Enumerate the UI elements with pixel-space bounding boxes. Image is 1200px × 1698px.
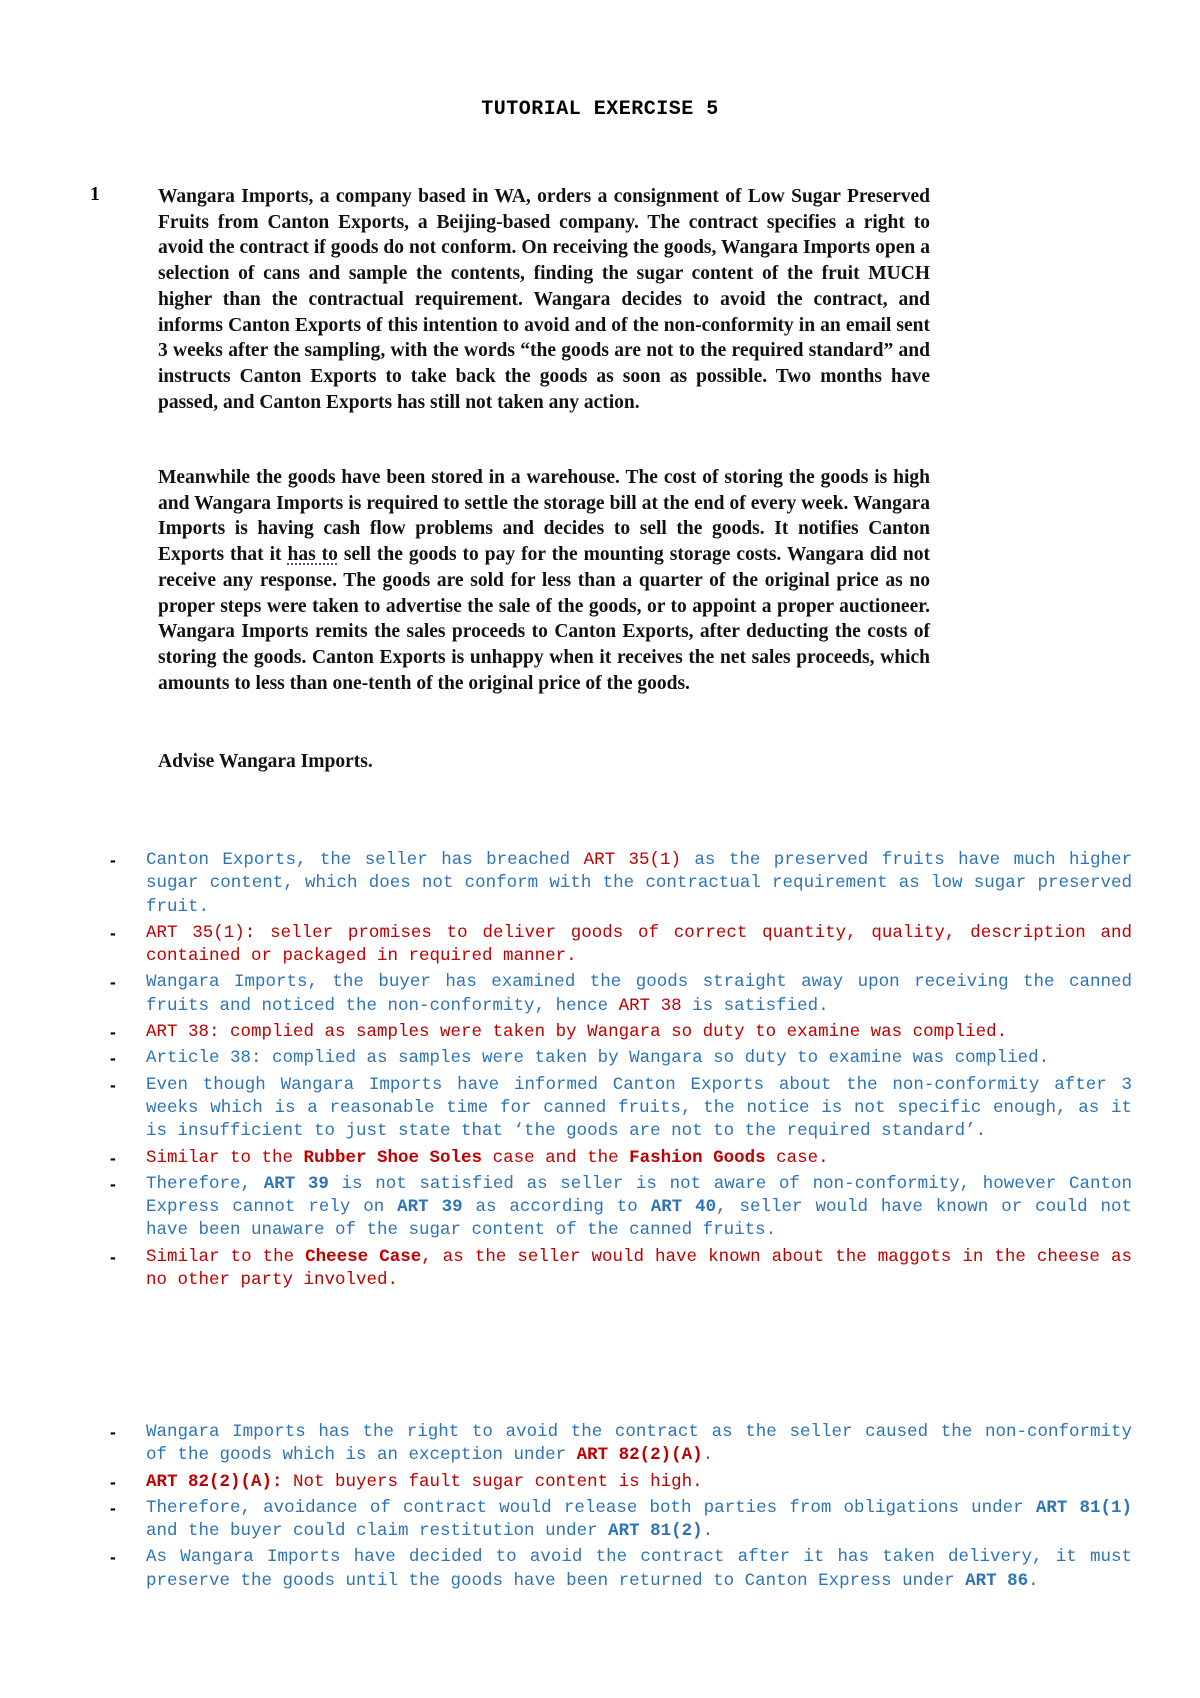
article-reference: ART 40 [650,1197,717,1218]
answer-text: Similar to the [146,1246,306,1267]
answer-text: Therefore, [146,1173,264,1194]
dash-bullet-icon: - [110,922,116,943]
dash-bullet-icon: - [110,1173,116,1194]
list-item [110,1173,1132,1243]
answer-text: Not buyers fault sugar content is high. [282,1471,703,1492]
dash-bullet-icon: - [110,1022,116,1043]
article-reference: ART 39 [397,1197,463,1218]
article-reference: ART 81(2) [608,1521,703,1542]
list-item [110,1074,1132,1144]
answer-text: is not satisfied as seller is not aware of non-conformity, however Canton Express cannot rely on [146,1173,1132,1218]
dash-bullet-icon: - [110,1422,116,1442]
list-item [110,1421,1132,1468]
list-item [110,1246,1132,1293]
answer-text: as according to [462,1197,651,1218]
article-reference: ART 38 [618,995,682,1016]
article-reference: ART 82(2)(A) [576,1445,703,1466]
list-item [110,849,1132,919]
list-item [110,1497,1132,1544]
grammar-flagged-text: has to [287,544,338,566]
dash-bullet-icon: - [110,1048,116,1069]
answer-text: . [702,1521,714,1542]
list-item [110,1021,1132,1044]
question-instruction: Advise Wangara Imports. [158,751,373,772]
answer-text: As Wangara Imports have decided to avoid the contract after it has taken delivery, it must preserve the goods until the goods have been returned to Canton Express under [146,1547,1132,1591]
answer-text: and the buyer could claim restitution under [146,1521,609,1542]
answer-text: ART 38: complied as samples were taken by Wangara so duty to examine was complied. [146,1022,1008,1043]
dash-bullet-icon: - [110,1547,116,1568]
question-number: 1 [90,184,100,205]
answer-text: as the preserved fruits have much higher sugar content, which does not conform with the contractual requirement as low sugar preserved fruit. [146,850,1132,917]
answer-text: Wangara Imports, the buyer has examined the goods straight away upon receiving the canned fruits and noticed the non-conformity, hence [146,972,1132,1016]
article-reference: ART 86 [965,1570,1029,1591]
answer-text: case. [765,1147,829,1168]
dash-bullet-icon: - [110,1471,116,1492]
answer-text: case and the [482,1147,630,1168]
answer-text: , as the seller would have known about the maggots in the cheese as no other party involved. [146,1246,1132,1291]
dash-bullet-icon: - [110,1497,116,1518]
article-reference: ART 35(1) [583,850,682,870]
answer-list-1 [110,849,1132,1295]
answer-list-2 [110,1421,1132,1596]
dash-bullet-icon: - [110,972,116,993]
case-name: Cheese Case [305,1246,422,1267]
answer-text: . [702,1445,714,1466]
dash-bullet-icon: - [110,1074,116,1095]
answer-text: . [1028,1570,1039,1591]
answer-text: is satisfied. [681,995,829,1016]
list-item [110,1147,1132,1170]
article-reference: ART 82(2)(A): [146,1471,283,1492]
question-paragraph-2 [158,465,930,696]
dash-bullet-icon: - [110,1147,116,1168]
answer-text: Therefore, avoidance of contract would release both parties from obligations under [146,1497,1036,1518]
question-paragraph-1: Wangara Imports, a company based in WA, orders a consignment of Low Sugar Preserved Fruits from Canton Exports, a Beijing-based company. The contract specifies a right to avoid the contract if goods do not conform. On receiving the goods, Wangara Imports open a selection of cans and sample the contents, finding the sugar content of the fruit MUCH higher than the contractual requirement. Wangara decides to avoid the contract, and informs Canton Exports of this intention to avoid and of the non-conformity in an email sent 3 weeks after the sampling, with the words “the goods are not to the required standard” and instructs Canton Exports to take back the goods as soon as possible. Two months have passed, and Canton Exports has still not taken any action. [158,186,930,413]
question-text: sell the goods to pay for the mounting storage costs. Wangara did not receive any response. The goods are sold for less than a quarter of the original price as no proper steps were taken to advertise the sale of the goods, or to appoint a proper auctioneer. Wangara Imports remits the sales proceeds to Canton Exports, after deducting the costs of storing the goods. Canton Exports is unhappy when it receives the net sales proceeds, which amounts to less than one-tenth of the original price of the goods. [158,544,930,694]
page-title: TUTORIAL EXERCISE 5 [481,98,719,121]
dash-bullet-icon: - [110,1246,116,1267]
article-reference: ART 39 [263,1173,329,1194]
answer-text: Article 38: complied as samples were taken by Wangara so duty to examine was complied. [146,1048,1050,1069]
answer-text: ART 35(1): seller promises to deliver goods of correct quantity, quality, description and contained or packaged in required manner. [146,922,1132,967]
answer-text: Canton Exports, the seller has breached [146,850,584,870]
dash-bullet-icon: - [110,850,116,870]
answer-text: , seller would have known or could not have been unaware of the sugar content of the canned fruits. [146,1197,1133,1241]
list-item [110,922,1132,969]
article-reference: ART 81(1) [1035,1497,1132,1518]
answer-text: Even though Wangara Imports have informed Canton Exports about the non-conformity after 3 weeks which is a reasonable time for canned fruits, the notice is not specific enough, as it is insufficient to just state that ‘the goods are not to the required standard’. [146,1074,1132,1142]
answer-text: Similar to the [146,1147,304,1168]
case-name: Fashion Goods [629,1147,766,1168]
answer-text: Wangara Imports has the right to avoid the contract as the seller caused the non-conformity of the goods which is an exception under [146,1422,1132,1466]
list-item [110,1471,1132,1494]
list-item [110,1546,1132,1593]
list-item [110,1047,1132,1070]
case-name: Rubber Shoe Soles [303,1147,483,1168]
question-text: Meanwhile the goods have been stored in a warehouse. The cost of storing the goods is high and Wangara Imports is required to settle the storage bill at the end of every week. Wangara Imports is having cash flow problems and decides to sell the goods. It notifies Canton Exports that it [158,467,930,566]
list-item [110,971,1132,1018]
